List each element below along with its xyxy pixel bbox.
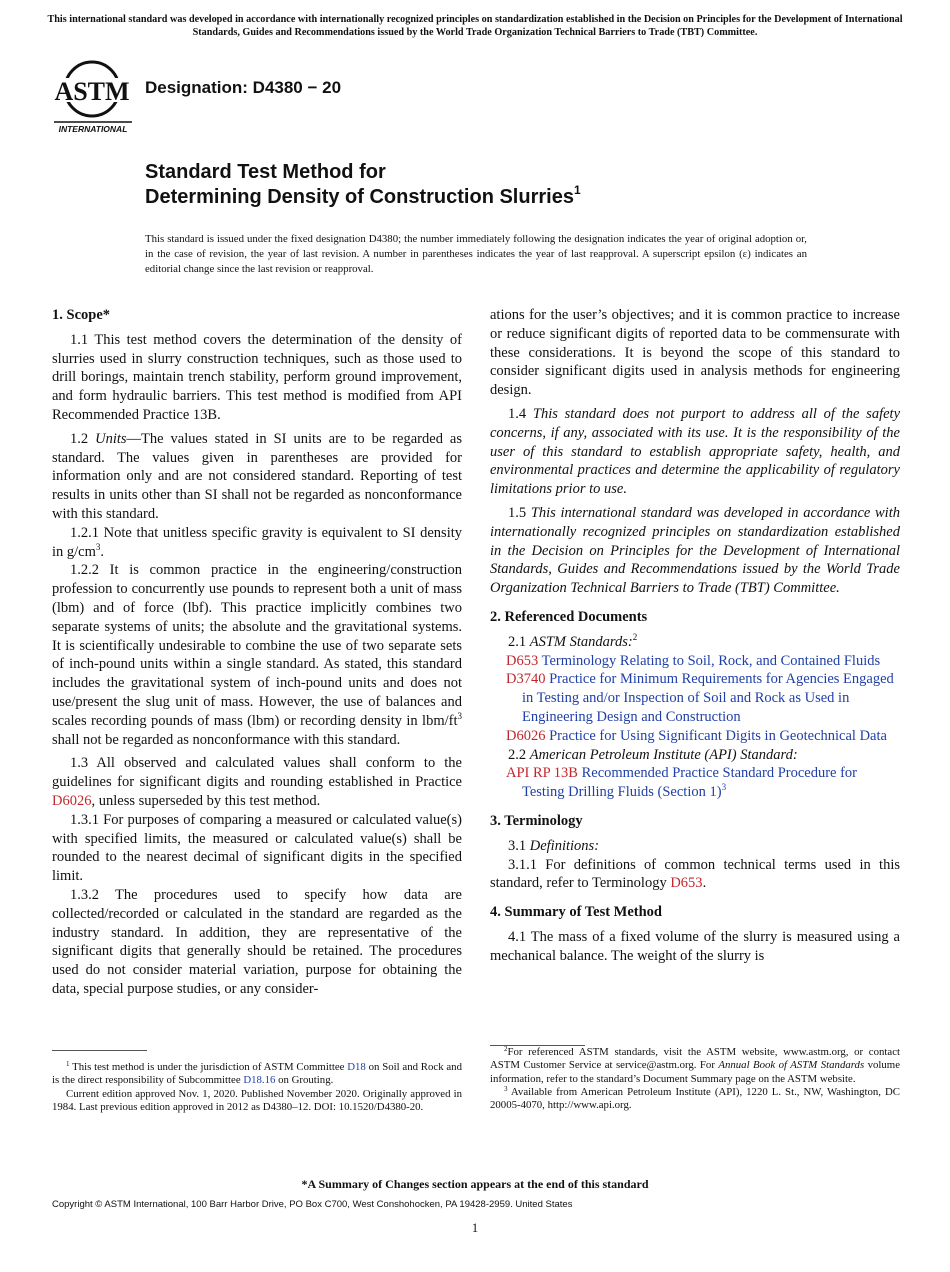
link-d18-16[interactable]: D18.16 xyxy=(243,1074,276,1087)
summary-of-changes-note: *A Summary of Changes section appears at the end of this standard xyxy=(301,1177,649,1191)
paragraph-1-2-2: 1.2.2 It is common practice in the engineering/construction profession to concurrently use pounds to represent both a unit of mass (lbm) and of force (lbf). This practice implicitly combines two separate systems of units; the absolute and the gravitational systems. It is scientifically undesirable to combine the use of two separate sets of inch-pound units within a single standard. As stated, this standard includes the gravitational system of inch-pound units and does not use/present the slug unit of mass. However, the use of balances and scales recording pounds of mass (lbm) or recording density in lbm/$ft^3$ shall not be regarded as nonconformance with this standard. xyxy=(52,562,462,748)
page-title xyxy=(145,160,581,210)
logo-letters: ASTM xyxy=(54,77,130,106)
section-referenced-documents-heading: 2. Referenced Documents xyxy=(490,608,648,625)
reference-api-rp-13b[interactable]: API RP 13B Recommended Practice Standard Procedure for Testing Drilling Fluids (Section 1)$^3$ xyxy=(506,765,858,801)
footnote-rule-left xyxy=(52,1050,147,1051)
reference-d6026[interactable]: D6026 Practice for Using Significant Digits in Geotechnical Data xyxy=(506,727,887,744)
paragraph-3-1: 3.1 Definitions: xyxy=(508,837,600,854)
footnote-1: $^1$ This test method is under the jurisdiction of ASTM Committee D18 on Soil and Rock and is the direct responsibility of Subcommittee D18.16 on Grouting. Current edition approved Nov. 1, 2020. Published November 2020. Originally approved in 1984. Last previous edition approved in 2012 as D4380–12. DOI: 10.1520/D4380-20. xyxy=(52,1060,462,1113)
paragraph-1-2-1: 1.2.1 Note that unitless specific gravity is equivalent to SI density in $g/cm^3$. xyxy=(52,524,462,560)
reference-d653[interactable]: D653 Terminology Relating to Soil, Rock, and Contained Fluids xyxy=(506,652,881,669)
left-column xyxy=(52,306,462,999)
title-line-2: Determining Density of Construction Slurries$^1$ xyxy=(145,183,581,208)
link-d18[interactable]: D18 xyxy=(347,1061,366,1073)
right-column xyxy=(490,306,900,966)
issuance-statement: This standard is issued under the fixed designation D4380; the number immediately following the designation indicates the year of original adoption or, in the case of revision, the year of last revision. A number in parentheses indicates the year of last reapproval. A superscript epsilon (ε) indicates an editorial change since the last revision or reapproval. xyxy=(145,233,807,275)
paragraph-1-5: 1.5 This international standard was developed in accordance with internationally recognized principles on standardization established in the Decision on Principles for the Development of International Standards, Guides and Recommendations issued by the World Trade Organization Technical Barriers to Trade (TBT) Committee. xyxy=(490,504,900,597)
page-number: 1 xyxy=(471,1221,479,1235)
paragraph-1-3-1: 1.3.1 For purposes of comparing a measured or calculated value(s) with specified limits, the measured or calculated value(s) shall be rounded to the nearest decimal of significant digits in the specified limit. xyxy=(52,811,462,885)
reference-d3740[interactable]: D3740 Practice for Minimum Requirements for Agencies Engaged in Testing and/or Inspection of Soil and Rock as Used in Engineering Design and Construction xyxy=(506,671,894,725)
link-d653[interactable]: D653 xyxy=(670,875,703,892)
paragraph-2-2: 2.2 American Petroleum Institute (API) Standard: xyxy=(508,746,798,763)
title-line-1: Standard Test Method for xyxy=(145,161,386,183)
link-d6026[interactable]: D6026 xyxy=(52,792,92,809)
footnote-1-approval: Current edition approved Nov. 1, 2020. Published November 2020. Originally approved in 1984. Last previous edition approved in 2012 as D4380–12. DOI: 10.1520/D4380-20. xyxy=(52,1087,462,1113)
astm-logo xyxy=(52,58,134,134)
section-terminology-heading: 3. Terminology xyxy=(490,812,583,829)
logo-subtitle: INTERNATIONAL xyxy=(58,124,128,134)
footnote-2-3: $^2$For referenced ASTM standards, visit the ASTM website, www.astm.org, or contact ASTM Customer Service at service@astm.org. For Annual Book of ASTM Standards volume information, refer to the standard’s Document Summary page on the ASTM website. $^3$ Available from American Petroleum Institute (API), 1220 L. St., NW, Washington, DC 20005-4070, http://www.api.org. xyxy=(490,1045,900,1112)
paragraph-3-1-1: 3.1.1 For definitions of common technical terms used in this standard, refer to Terminology D653. xyxy=(490,856,900,892)
paragraph-1-4: 1.4 This standard does not purport to address all of the safety concerns, if any, associated with its use. It is the responsibility of the user of this standard to establish appropriate safety, health, and environmental practices and determine the applicability of regulatory limitations prior to use. xyxy=(490,405,901,498)
section-summary-heading: 4. Summary of Test Method xyxy=(490,904,662,921)
paragraph-1-3-2: 1.3.2 The procedures used to specify how data are collected/recorded or calculated in the standard are regarded as the industry standard. In addition, they are representative of the significant digits that generally should be retained. The procedures used do not consider material variation, purpose for obtaining the data, special purpose studies, or any consider- xyxy=(52,886,462,997)
paragraph-1-3: 1.3 All observed and calculated values shall conform to the guidelines for significant digits and rounding established in Practice D6026, unless superseded by this test method. xyxy=(52,755,462,809)
paragraph-1-2: 1.2 Units—The values stated in SI units are to be regarded as standard. The values given in parentheses are provided for information only and are not considered standard. Reporting of test results in units other than SI shall not be regarded as nonconformance with this standard. xyxy=(52,430,462,522)
paragraph-4-1: 4.1 The mass of a fixed volume of the slurry is measured using a mechanical balance. The weight of the slurry is xyxy=(490,928,900,964)
paragraph-1-3-2-continued: ations for the user’s objectives; and it is common practice to increase or reduce significant digits of reported data to be commensurate with these considerations. It is beyond the scope of this standard to consider significant digits used in analysis methods for engineering design. xyxy=(490,307,900,399)
title-footnote-marker: 1 xyxy=(573,183,581,197)
designation: Designation: D4380 − 20 xyxy=(145,78,342,97)
section-scope-heading: 1. Scope* xyxy=(52,307,110,323)
trade-notice: This international standard was developed in accordance with internationally recognized principles on standardization established in the Decision on Principles for the Development of International Standards, Guides and Recommendations issued by the World Trade Organization Technical Barriers to Trade (TBT) Committee. xyxy=(47,14,903,38)
paragraph-2-1: 2.1 ASTM Standards:$^2$ xyxy=(508,631,638,650)
copyright: Copyright © ASTM International, 100 Barr Harbor Drive, PO Box C700, West Conshohocken, PA 19428-2959. United States xyxy=(52,1199,573,1210)
paragraph-1-1: 1.1 This test method covers the determination of the density of slurries used in slurry construction techniques, such as those used to drill borings, maintain trench stability, perform ground improvement, and form hydraulic barriers. This test method is modified from API Recommended Practice 13B. xyxy=(52,331,462,423)
